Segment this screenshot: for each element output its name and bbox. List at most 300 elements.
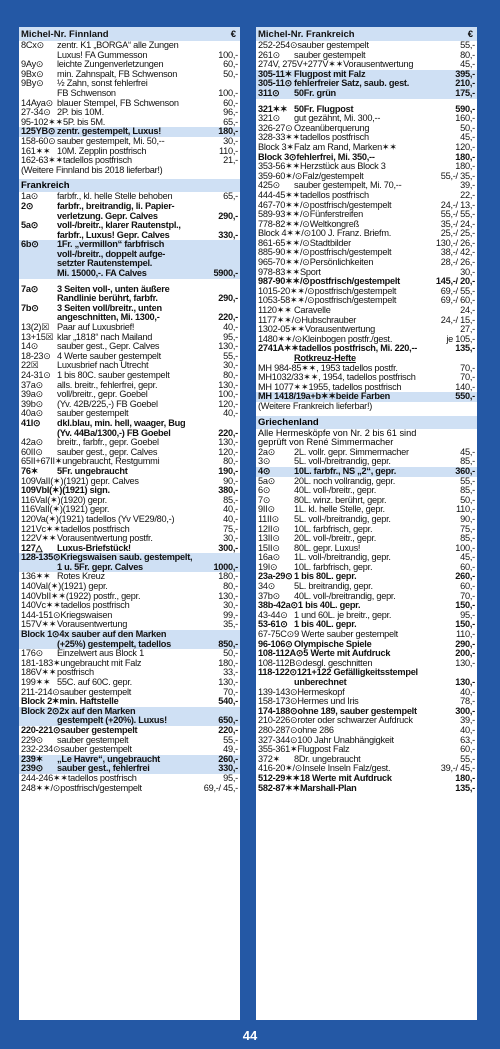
catalog-row [19, 448, 240, 458]
catalog-number: Block 1⊙ [21, 630, 60, 640]
catalog-number: 34⊙ [258, 582, 276, 592]
catalog-row [19, 323, 240, 333]
item-price: 78,- [460, 697, 475, 707]
item-description: 100 J. Franz. Briefm. [311, 229, 392, 239]
item-description: fehlerfreier Satz, saub. gest. [294, 79, 410, 89]
catalog-number: 1177✶✶/⊙ [258, 315, 302, 325]
item-price: 85,- [223, 495, 238, 505]
catalog-row [19, 486, 240, 496]
item-description: 10L. farbfrisch, gepr. [294, 562, 373, 572]
catalog-number: 39a⊙ [21, 390, 44, 400]
catalog-number: 425⊙ [258, 181, 281, 191]
item-price: 220,- [218, 725, 238, 735]
item-description: min. Zahnspalt, FB Schwenson [57, 69, 178, 79]
item-price: 95,- [223, 773, 238, 783]
catalog-number: 67-75C⊙ [258, 630, 295, 640]
item-description: Flugpost Falz [297, 745, 350, 755]
catalog-row [19, 659, 240, 669]
item-price: 160,- [455, 114, 475, 124]
catalog-number: 778-82✶✶/⊙ [258, 219, 310, 229]
catalog-number: 65II+67II✶ [21, 457, 63, 467]
item-price: 260,- [218, 754, 238, 764]
item-description: breitr., farbfr., gepr. Goebel [57, 438, 159, 448]
catalog-row [19, 515, 240, 525]
item-price: 650,- [218, 716, 238, 726]
item-description: tadellos postfrisch [60, 524, 130, 534]
item-description: roter oder schwarzer Aufdruck [297, 716, 413, 726]
item-description: 2x auf den Marken [59, 706, 136, 716]
item-price: 21,- [223, 156, 238, 166]
catalog-row [256, 325, 477, 335]
item-price: 180,- [218, 572, 238, 582]
catalog-number: 42a⊙ [21, 438, 44, 448]
item-description: (+25%) gestempelt, tadellos [57, 639, 172, 649]
catalog-row [19, 352, 240, 362]
item-price: 22,- [460, 190, 475, 200]
catalog-row [256, 496, 477, 506]
column-header [19, 27, 240, 41]
catalog-row [19, 429, 240, 439]
item-description: ungebraucht, Restgummi [62, 457, 160, 467]
item-price: 220,- [218, 313, 238, 323]
catalog-number: 8Cx⊙ [21, 41, 45, 50]
item-description: gestempelt (+20%). Luxus! [57, 716, 167, 726]
item-description: Falz am Rand, Marken✶✶ [294, 142, 397, 152]
item-description: Olympische Spiele [294, 639, 372, 649]
catalog-row [19, 231, 240, 241]
catalog-row [19, 563, 240, 573]
griechenland-list [256, 448, 477, 793]
catalog-number: Block 2⊙ [21, 706, 60, 716]
catalog-row [19, 118, 240, 128]
catalog-number: 140VaI(✶) [21, 582, 62, 592]
catalog-row [256, 784, 477, 794]
catalog-row [256, 688, 477, 698]
catalog-number: 23a-29⊙ [258, 572, 293, 582]
item-description: Insele Inseln Falz/gest. [302, 764, 391, 774]
item-description: sauber gest., Gepr. Calves [57, 342, 160, 352]
catalog-number: 12II⊙ [258, 524, 280, 534]
item-price: 55,- [460, 476, 475, 486]
item-price: 24,-/ 13,- [440, 200, 475, 210]
catalog-row [256, 229, 477, 239]
item-price: 80,- [223, 582, 238, 592]
item-price: 180,- [218, 658, 238, 668]
item-price: 70,- [460, 591, 475, 601]
item-price: 200,- [455, 649, 475, 659]
item-price: 45,- [460, 60, 475, 70]
item-description: 18 Werte mit Aufdruck [300, 773, 392, 783]
catalog-row [256, 457, 477, 467]
item-price: 70,- [460, 363, 475, 373]
item-price: 60,- [460, 582, 475, 592]
catalog-row [19, 70, 240, 80]
item-price: 99,- [223, 610, 238, 620]
catalog-number: 128-135⊙ [21, 553, 61, 563]
catalog-row [256, 572, 477, 582]
catalog-row [19, 79, 240, 89]
item-price: 75,- [223, 524, 238, 534]
item-price: 65,- [223, 117, 238, 127]
catalog-row [256, 287, 477, 297]
item-description: dkl.blau, min. hell, waager, Bug [57, 418, 186, 428]
catalog-number: 328-33✶✶ [258, 133, 301, 143]
item-description: ohne 286 [297, 725, 334, 735]
item-price: 850,- [218, 639, 238, 649]
item-description: Ozeanüberquerung [294, 123, 370, 133]
page-number: 44 [242, 1028, 258, 1043]
item-price: 290,- [455, 639, 475, 649]
catalog-row [19, 649, 240, 659]
catalog-number: 181-183✶ [21, 658, 61, 668]
catalog-row [19, 108, 240, 118]
catalog-row [19, 697, 240, 707]
item-description: zentr. K1 „BORGA“ alle Zungen [57, 41, 179, 50]
catalog-number: 1a⊙ [21, 192, 39, 202]
catalog-row [19, 51, 240, 61]
catalog-number: 1015-20✶✶/⊙ [258, 286, 315, 296]
item-price: 180,- [455, 162, 475, 172]
item-description: 40L. voll-/breitrandig, gepr. [294, 591, 396, 601]
catalog-number: 305-11⊙ [258, 79, 293, 89]
catalog-row [256, 239, 477, 249]
catalog-row [19, 716, 240, 726]
item-description: (1921) sign. [62, 486, 110, 496]
item-description: 50Fr. grün [294, 88, 336, 98]
item-price: 30,- [460, 267, 475, 277]
catalog-row [19, 192, 240, 202]
item-description: 1 bis 80L. gepr. [294, 572, 357, 582]
catalog-row [256, 277, 477, 287]
catalog-number: 38b-42a⊙ [258, 601, 298, 611]
item-price: 69,-/ 60,- [440, 296, 475, 306]
item-price: 90,- [223, 476, 238, 486]
catalog-number: 43-44⊙ [258, 610, 288, 620]
catalog-number: 512-29✶✶ [258, 773, 301, 783]
item-description: Vorausentwertung [57, 620, 128, 630]
item-price: 55,- [460, 41, 475, 50]
catalog-row [19, 467, 240, 477]
catalog-row [256, 201, 477, 211]
catalog-row [256, 774, 477, 784]
currency-label: € [230, 28, 236, 40]
item-price: 60,- [460, 562, 475, 572]
item-price: 50,- [223, 69, 238, 79]
catalog-number: 229⊙ [21, 735, 44, 745]
item-description: 10L. farbfrisch, gepr. [294, 524, 373, 534]
catalog-number: 14Aya⊙ [21, 98, 54, 108]
item-price: 60,- [223, 98, 238, 108]
catalog-number: 96-106⊙ [258, 639, 293, 649]
catalog-row [256, 89, 477, 99]
catalog-row [19, 212, 240, 222]
catalog-number: 210-226⊙ [258, 716, 298, 726]
catalog-row [19, 371, 240, 381]
catalog-row [19, 707, 240, 717]
item-price: 30,- [223, 136, 238, 146]
catalog-number: 161✶✶ [21, 146, 51, 156]
catalog-number: MH 1418/19a+b✶✶ [258, 392, 336, 402]
item-price: 50,- [460, 123, 475, 133]
catalog-number: 861-65✶✶/⊙ [258, 238, 310, 248]
catalog-row [19, 553, 240, 563]
catalog-number: 144-151⊙ [21, 610, 61, 620]
catalog-number: 987-90✶✶/⊙ [258, 277, 310, 287]
catalog-number: 467-70✶✶/⊙ [258, 200, 310, 210]
item-price: 130,- [455, 678, 475, 687]
catalog-row [19, 390, 240, 400]
catalog-number: 248✶✶/⊙ [21, 783, 61, 793]
catalog-number: 274V, 275V+277V✶✶ [258, 60, 344, 70]
item-description: gut gezähnt, Mi. 300,-- [294, 114, 381, 124]
catalog-number: 108-112A⊙ [258, 649, 304, 659]
item-price: 45,- [460, 133, 475, 143]
catalog-row [256, 181, 477, 191]
item-description: (1922) postfr., gepr. [65, 591, 141, 601]
item-description: 20L. voll-/breitr., gepr. [294, 534, 377, 544]
item-price: 550,- [455, 392, 475, 402]
item-description: angeschnitten, Mi. 1300,- [57, 313, 160, 323]
catalog-row [256, 755, 477, 765]
item-price: 175,- [455, 88, 475, 98]
catalog-number: 174-188⊙ [258, 706, 298, 716]
item-description: Kriegswaisen [60, 610, 113, 620]
catalog-row [19, 240, 240, 250]
catalog-row [256, 553, 477, 563]
item-description: Falz/gestempelt [302, 171, 364, 181]
item-description: 4 Werte sauber gestempelt [57, 351, 161, 361]
item-description: farbfr., Luxus! Gepr. Calves [57, 230, 170, 240]
catalog-row [19, 620, 240, 630]
catalog-number: 7b⊙ [21, 303, 39, 313]
catalog-row [256, 515, 477, 525]
catalog-number: 39b⊙ [21, 399, 44, 409]
item-price: 180,- [455, 773, 475, 783]
item-description: Marshall-Plan [300, 783, 357, 793]
catalog-row [256, 162, 477, 172]
catalog-number: 13+15☒ [21, 332, 54, 342]
catalog-number: 261⊙ [258, 50, 281, 60]
item-price: 39,-/ 45,- [440, 764, 475, 774]
catalog-row [256, 668, 477, 678]
item-price: 30,- [223, 601, 238, 611]
column-header [256, 27, 477, 41]
item-price: 39,- [460, 181, 475, 191]
item-price: 130,- [218, 678, 238, 687]
item-price: 27,- [460, 325, 475, 335]
item-price: 290,- [218, 211, 238, 221]
row-note: (Weitere Frankreich lieferbar!) [258, 401, 373, 411]
item-price: 110,- [218, 146, 238, 156]
item-description: postfrisch/gestempelt [309, 277, 400, 287]
catalog-number: 18-23⊙ [21, 351, 51, 361]
item-price: 65,- [223, 192, 238, 202]
item-description: , 1954, tadellos postfrisch [318, 373, 416, 383]
catalog-row [19, 41, 240, 51]
catalog-row [19, 221, 240, 231]
catalog-number: 2⊙ [21, 201, 34, 211]
catalog-row [19, 313, 240, 323]
item-description: 1955, tadellos postfrisch [308, 382, 402, 392]
catalog-row [19, 678, 240, 688]
item-price: 40,- [223, 514, 238, 524]
catalog-row [19, 544, 240, 554]
catalog-number: 978-83✶✶ [258, 267, 301, 277]
item-description: sauber gestempelt [57, 409, 129, 419]
catalog-number: 965-70✶✶/⊙ [258, 258, 310, 268]
item-description: (1921) gepr. [62, 505, 110, 515]
item-price: 55,- [223, 735, 238, 745]
item-description: sauber gestempelt [57, 735, 129, 745]
item-description: postfrisch/gestempelt [309, 248, 392, 258]
item-price: 120,- [218, 399, 238, 409]
catalog-row [19, 342, 240, 352]
item-description: beide Farben [335, 392, 390, 402]
right-column [256, 27, 477, 1020]
item-description: tadellos postfrisch [300, 133, 369, 143]
catalog-row [19, 630, 240, 640]
item-price: 110,- [455, 505, 475, 515]
item-price: 260,- [455, 572, 475, 582]
catalog-number: 120Va(✶) [21, 514, 59, 524]
item-price: 190,- [218, 466, 238, 476]
item-price: 540,- [218, 697, 238, 707]
catalog-row [19, 419, 240, 429]
catalog-number: 15II⊙ [258, 543, 280, 553]
item-description: Hermeskopf [297, 687, 345, 697]
item-price: 90,- [460, 514, 475, 524]
catalog-number: 2741A✶✶ [258, 344, 299, 354]
catalog-number: 372✶ [258, 754, 281, 764]
catalog-row [19, 166, 240, 176]
item-price: 135,- [455, 344, 475, 354]
item-description: zentr. gestempelt, Luxus! [57, 127, 162, 137]
item-price: 150,- [455, 620, 475, 630]
catalog-row [19, 496, 240, 506]
item-description: voll-/breitr., doppelt aufge- [57, 249, 166, 259]
catalog-number: 116VaII(✶) [21, 505, 63, 515]
item-price: 95,- [460, 610, 475, 620]
item-price: 55,- [460, 754, 475, 764]
catalog-row [19, 457, 240, 467]
catalog-row [256, 392, 477, 402]
catalog-number: 41I⊙ [21, 418, 41, 428]
catalog-number: 220-221⊙ [21, 725, 61, 735]
catalog-number: 6b⊙ [21, 240, 39, 250]
item-price: 69,-/ 55,- [440, 286, 475, 296]
item-description: 1 u. 5Fr. gepr. Calves [57, 562, 143, 572]
catalog-row [256, 114, 477, 124]
catalog-number: 109VbI(✶) [21, 486, 63, 496]
catalog-number: 9II⊙ [258, 505, 275, 515]
row-note: (Weitere Finnland bis 2018 lieferbar!) [21, 165, 163, 175]
catalog-row [256, 41, 477, 51]
catalog-number: 37a⊙ [21, 380, 44, 390]
catalog-row [19, 784, 240, 794]
item-description: Einzelwert aus Block 1 [57, 649, 144, 659]
catalog-number: 321✶✶ [258, 104, 288, 114]
catalog-number: 5a⊙ [21, 221, 39, 231]
item-description: (1921) tadellos (Yv VE29/80,-) [58, 514, 175, 524]
item-description: Weltkongreß [309, 219, 359, 229]
catalog-row [256, 124, 477, 134]
catalog-number: 121Vc✶✶ [21, 524, 61, 534]
catalog-row [256, 51, 477, 61]
catalog-row [256, 764, 477, 774]
item-price: 60,- [460, 745, 475, 755]
item-description: Vorausentwertung [304, 325, 375, 335]
item-price: 40,- [460, 725, 475, 735]
item-price: 130,- [218, 380, 238, 390]
item-description: Stadtbilder [309, 238, 351, 248]
item-description: 80L. winz. berührt, gepr. [294, 495, 387, 505]
catalog-number: Block 3✶ [258, 142, 294, 152]
catalog-row [19, 477, 240, 487]
catalog-row [19, 688, 240, 698]
catalog-row [256, 525, 477, 535]
item-price: 75,- [460, 524, 475, 534]
item-description: 3 Seiten voll/breitr., unten [57, 303, 162, 313]
catalog-row [19, 147, 240, 157]
catalog-number: 158-60⊙ [21, 136, 56, 146]
catalog-row [256, 601, 477, 611]
item-description: verletzung. Gepr. Calves [57, 211, 158, 221]
item-description: Persönlichkeiten [309, 258, 374, 268]
item-price: 395,- [455, 69, 475, 79]
item-price: 40,- [223, 409, 238, 419]
item-price: 50,- [460, 495, 475, 505]
catalog-row [19, 755, 240, 765]
item-description: 5L. voll-/breitrandig, gepr. [294, 514, 391, 524]
catalog-row [256, 726, 477, 736]
catalog-number: 211-214⊙ [21, 687, 60, 697]
catalog-number: 122V✶✶ [21, 534, 57, 544]
catalog-row [256, 486, 477, 496]
catalog-number: 885-90✶✶/⊙ [258, 248, 310, 258]
catalog-number: 1480✶✶/⊙ [258, 334, 303, 344]
item-description: Caravelle [294, 306, 331, 316]
catalog-row [19, 285, 240, 295]
catalog-number: 116VaI(✶) [21, 495, 61, 505]
item-description: postfrisch [57, 668, 94, 678]
catalog-row [256, 467, 477, 477]
item-description: sauber gest., gepr. Calves [57, 447, 158, 457]
catalog-row [256, 745, 477, 755]
catalog-number: 3⊙ [258, 457, 271, 467]
catalog-row [256, 248, 477, 258]
catalog-number: 19I⊙ [258, 562, 278, 572]
catalog-row [256, 210, 477, 220]
item-description: „Le Havre“, ungebraucht [57, 754, 160, 764]
item-price: 25,-/ 25,- [440, 229, 475, 239]
catalog-number: 14⊙ [21, 342, 39, 352]
catalog-number: 118-122⊙ [258, 668, 297, 678]
catalog-row [19, 726, 240, 736]
item-description: 1 bis 40L. gepr. [297, 601, 361, 611]
item-price: 130,- [218, 438, 238, 448]
catalog-row [256, 60, 477, 70]
item-price: 40,- [223, 505, 238, 515]
item-price: 24,- [460, 306, 475, 316]
catalog-row [256, 354, 477, 364]
item-description: 5L. breitrandig, gepr. [294, 582, 373, 592]
item-price: 120,- [455, 142, 475, 152]
item-price: 300,- [455, 706, 475, 716]
item-description: Mi. 15000,-. FA Calves [57, 269, 147, 279]
catalog-number: 444-45✶✶ [258, 190, 301, 200]
item-price: je 105,- [446, 334, 475, 344]
catalog-row [19, 400, 240, 410]
